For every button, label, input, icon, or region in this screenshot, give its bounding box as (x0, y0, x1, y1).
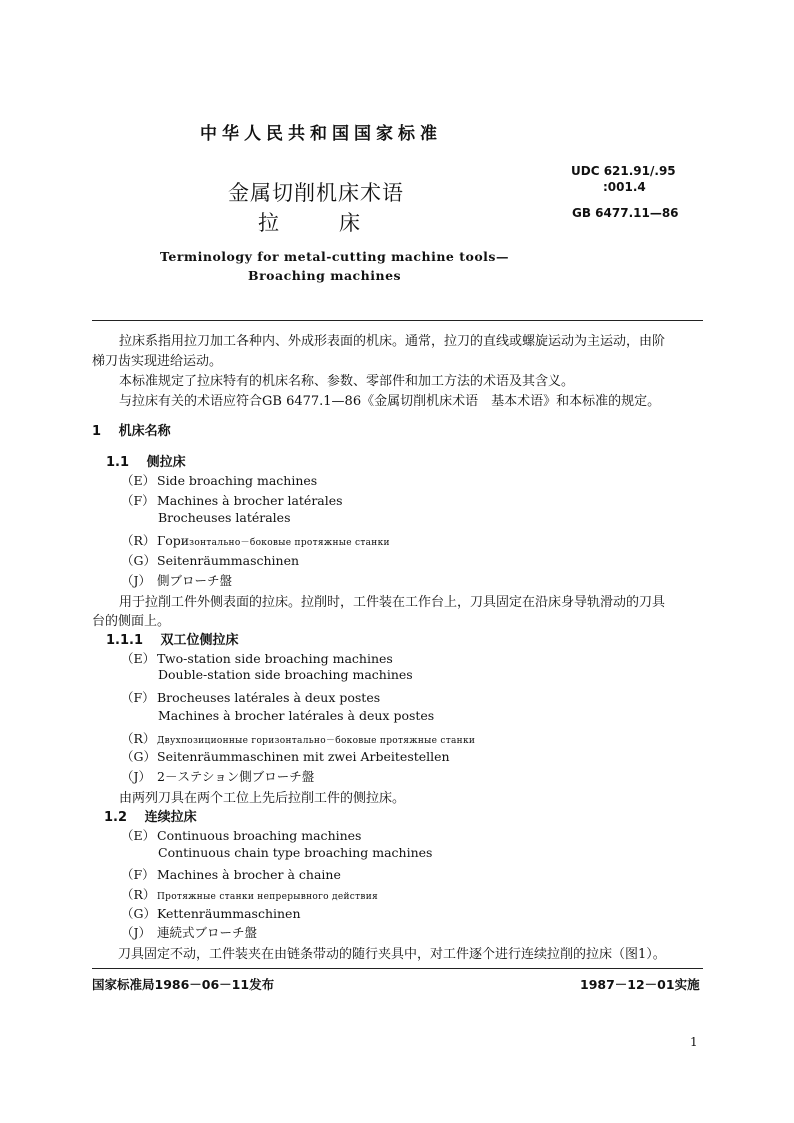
lang-label: （J） (121, 925, 152, 940)
term-1-1-1-english (121, 649, 393, 667)
term-1-2-german (121, 904, 301, 922)
issue-date: 国家标准局1986－06－11发布 (92, 977, 275, 992)
term-text: Brocheuses latérales à deux postes (157, 690, 381, 705)
standard-subtitle (258, 207, 360, 237)
subtitle-char-a: 拉 (258, 211, 279, 235)
term-1-1-heading (106, 451, 186, 470)
term-1-1-french (121, 491, 343, 509)
term-text: Seitenräummaschinen (157, 553, 300, 568)
term-1-2-definition: 刀具固定不动，工件装夹在由链条带动的随行夹具中，对工件逐个进行连续拉削的拉床（图1）。 (118, 947, 666, 962)
term-number: 1.1.1 (106, 633, 144, 648)
term-1-1-russian (121, 531, 390, 549)
intro-paragraph-3: 与拉床有关的术语应符合GB 6477.1—86《金属切削机床术语 基本术语》和本标准的规定。 (119, 394, 661, 409)
term-text: Kettenräummaschinen (157, 906, 301, 921)
term-1-1-1-english-alt: Double-station side broaching machines (158, 667, 413, 682)
term-1-2-french (121, 865, 341, 883)
subtitle-char-b: 床 (339, 211, 360, 235)
udc-code-suffix: :001.4 (603, 180, 646, 194)
term-1-1-1-french (121, 688, 380, 706)
lang-label: （F） (121, 690, 155, 705)
term-1-1-english (121, 471, 317, 489)
term-1-2-japanese (121, 923, 257, 941)
term-1-1-1-heading (106, 629, 239, 648)
term-1-1-french-alt: Brocheuses latérales (158, 510, 291, 525)
term-1-1-definition-line-1: 用于拉削工件外侧表面的拉床。拉削时，工件装在工作台上，刀具固定在沿床身导轨滑动的刀具 (119, 595, 666, 610)
term-1-1-1-german (121, 747, 450, 765)
page-number: 1 (690, 1035, 698, 1049)
term-text: Side broaching machines (157, 473, 318, 488)
english-title-line2: Broaching machines (248, 268, 402, 283)
term-number: 1.2 (104, 810, 128, 825)
term-text: Seitenräummaschinen mit zwei Arbeitestellen (157, 749, 450, 764)
gb-number: GB 6477.11—86 (572, 206, 679, 220)
term-text: Гори (157, 533, 190, 548)
udc-code: UDC 621.91/.95 (571, 164, 676, 178)
standard-title: 金属切削机床术语 (228, 181, 404, 205)
lang-label: （J） (121, 769, 152, 784)
intro-paragraph-2: 本标准规定了拉床特有的机床名称、参数、零部件和加工方法的术语及其含义。 (119, 374, 575, 389)
section-title: 机床名称 (118, 424, 171, 439)
lang-label: （F） (121, 867, 155, 882)
term-number: 1.1 (106, 455, 130, 470)
lang-label: （G） (121, 553, 156, 568)
term-text: Two-station side broaching machines (157, 651, 393, 666)
term-1-1-1-japanese (121, 767, 314, 785)
term-text: 連続式ブローチ盤 (157, 925, 258, 940)
term-1-1-1-russian (121, 729, 475, 747)
term-1-2-english (121, 826, 361, 844)
term-1-2-heading (104, 806, 197, 825)
intro-paragraph-1-line-1: 拉床系指用拉刀加工各种内、外成形表面的机床。通常，拉刀的直线或螺旋运动为主运动，由阶 (119, 334, 666, 349)
term-1-1-japanese (121, 571, 232, 589)
english-title-line1: Terminology for metal-cutting machine tools— (160, 249, 509, 264)
intro-paragraph-1-line-2: 梯刀齿实现进给运动。 (92, 354, 223, 369)
term-text: Continuous broaching machines (157, 828, 362, 843)
term-1-1-1-french-alt: Machines à brocher latérales à deux postes (158, 708, 435, 723)
footer-rule (92, 968, 703, 969)
lang-label: （F） (121, 493, 155, 508)
section-1-heading (92, 420, 171, 439)
term-text: Протяжные станки непрерывного действия (157, 892, 379, 902)
lang-label: （E） (121, 473, 156, 488)
term-text: Machines à brocher à chaine (157, 867, 341, 882)
term-1-2-russian (121, 885, 378, 903)
term-title: 双工位侧拉床 (160, 633, 239, 648)
term-1-1-german (121, 551, 299, 569)
effective-date: 1987－12－01实施 (580, 977, 700, 992)
lang-label: （R） (121, 731, 156, 746)
term-text: 側ブローチ盤 (157, 573, 233, 588)
term-text-small: зонтально－боковые протяжные станки (189, 538, 390, 548)
lang-label: （E） (121, 828, 156, 843)
term-text: Machines à brocher latérales (157, 493, 343, 508)
issuing-country-standard: 中华人民共和国国家标准 (200, 124, 442, 144)
term-title: 侧拉床 (146, 455, 186, 470)
lang-label: （R） (121, 887, 156, 902)
term-text: 2－ステション側ブローチ盤 (157, 769, 315, 784)
term-1-1-1-definition: 由两列刀具在两个工位上先后拉削工件的侧拉床。 (119, 791, 406, 806)
section-number: 1 (92, 424, 102, 439)
lang-label: （E） (121, 651, 156, 666)
term-text: Двухпозиционные горизонтально－боковые протяжные станки (157, 736, 476, 746)
lang-label: （J） (121, 573, 152, 588)
term-1-2-english-alt: Continuous chain type broaching machines (158, 845, 433, 860)
term-1-1-definition-line-2: 台的侧面上。 (92, 614, 171, 629)
lang-label: （G） (121, 749, 156, 764)
header-rule (92, 320, 703, 321)
lang-label: （R） (121, 533, 156, 548)
lang-label: （G） (121, 906, 156, 921)
term-title: 连续拉床 (144, 810, 197, 825)
